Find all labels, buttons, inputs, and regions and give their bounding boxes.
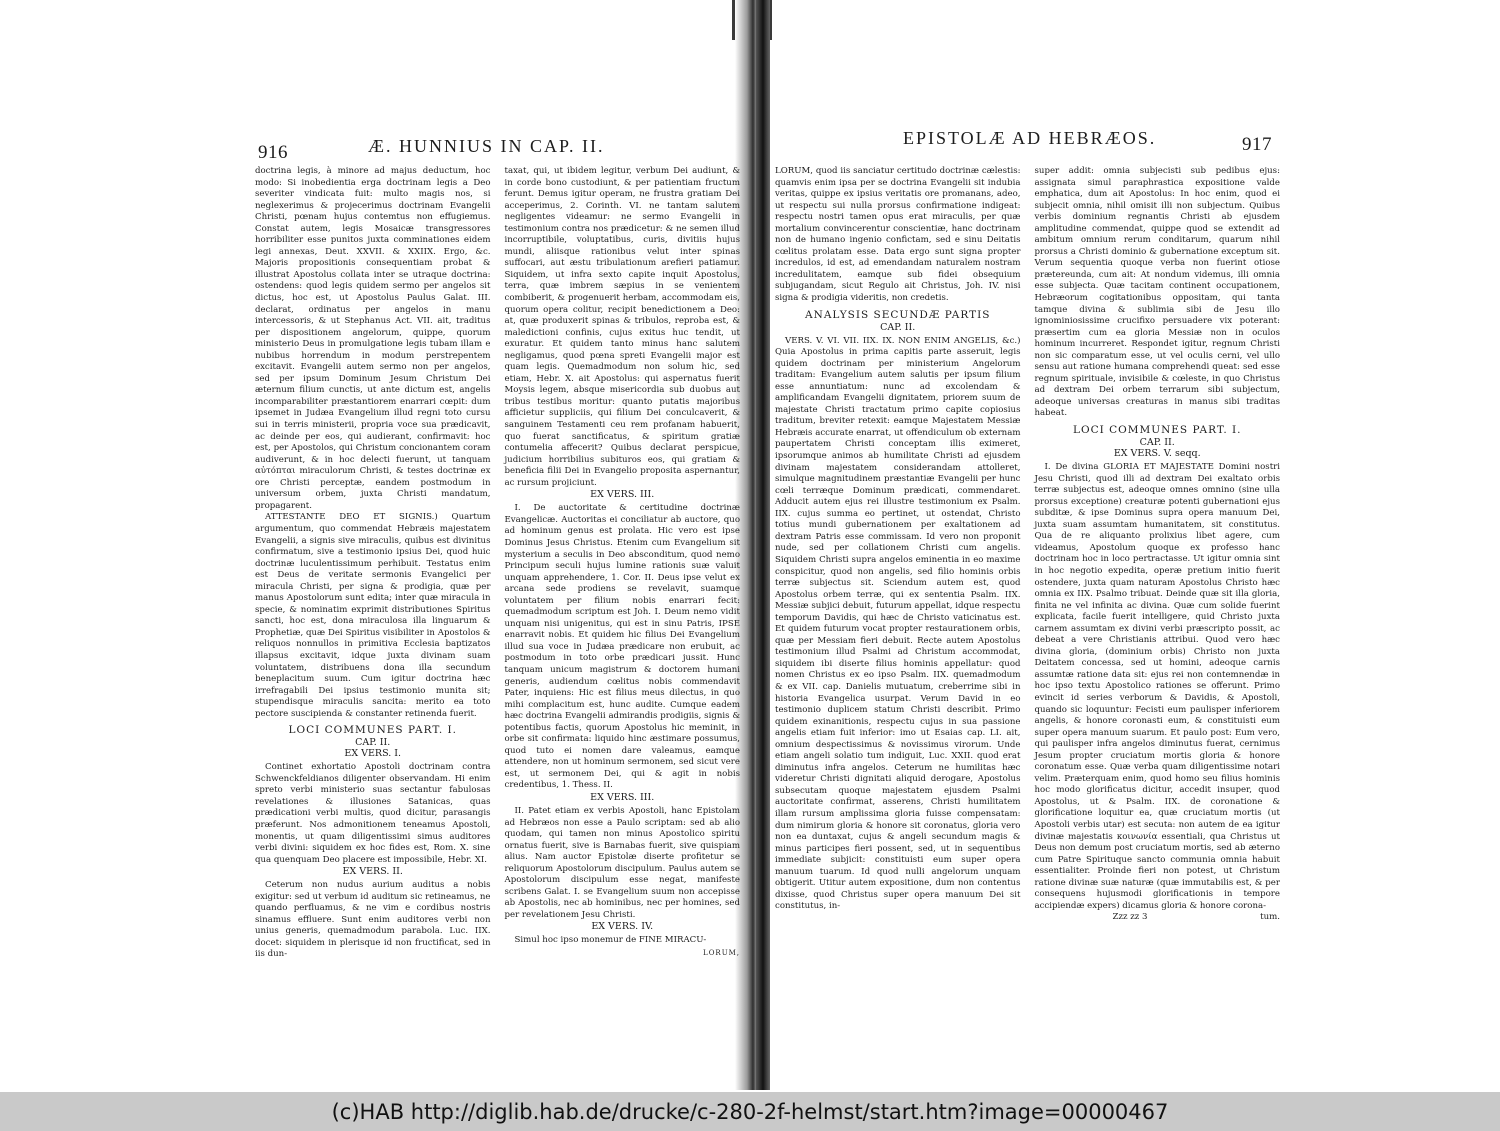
- paragraph: doctrina legis, à minore ad majus deductum, hoc modo: Si inobedientia erga doctrinam legis a Deo severiter vindicata fuit: multo magis nos, si neglexerimus & projecerimus doctrinam Evangelii Christi, pœnam hujus contemtus non effugiemus. Constat autem, legis Mosaicæ transgressores horribiliter esse punitos juxta comminationes eidem legi annexas, Deut. XXVII. & XXIIX. Ergo, &c. Majoris propositionis consequentiam probat & illustrat Apostolus collata inter se utraque doctrina: ostendens: quod legis quidem sermo per angelos sit dictus, hoc est, ut Apostolus Paulus Galat. III. declarat, ordinatus per angelos in manu intercessoris, & ut Stephanus Act. VII. ait, traditus per dispositionem angelorum, quippe, quorum ministerio Deus in promulgatione legis tubam illam e nubibus horrendum in modum perstrepentem excitavit. Evangelii autem sermo non per angelos, sed per ipsum Dominum Jesum Christum Dei æternum filium cunctis, ut ante dictum est, angelis incomparabiliter præstantiorem enarrari cœpit: dum ipsemet in Judæa Evangelium illud regni toto cursu sui in terris ministerii, propria voce sua prædicavit, ac deinde per eos, qui audierant, confirmavit: hoc est, per Apostolos, qui Christum concionantem coram audiverunt, & in hoc delecti fuerunt, ut tanquam αὐτόπται miraculorum Christi, & testes doctrinæ ex ore Christi perceptæ, eandem postmodum in universum orbem, juxta Christi mandatum, propagarent.: [255, 166, 491, 511]
- paragraph: LORUM, quod iis sanciatur certitudo doctrinæ cælestis: quamvis enim ipsa per se doctrina Evangelii sit indubia veritas, quippe ex ipsius veritatis ore promanans, adeo, ut respectu sui nulla prorsus confirmatione indigeat: respectu nostri tamen opus erat miraculis, per quæ mortalium convincerentur conscientiæ, hanc doctrinam non de humano ingenio confictam, sed e sinu Deitatis cœlitus prolatam esse. Data ergo sunt signa propter incredulos, id est, ad emendandam naturalem nostram incredulitatem, eamque sub fidei obsequium subjugandam, sicut Regulo ait Christus, Joh. IV. nisi signa & prodigia videritis, non credetis.: [775, 166, 1021, 304]
- source-url: (c)HAB http://diglib.hab.de/drucke/c-280-2f-helmst/start.htm?image=00000467: [331, 1100, 1169, 1124]
- left-page: [255, 128, 740, 978]
- paragraph: II. Patet etiam ex verbis Apostoli, hanc Epistolam ad Hebræos non esse a Paulo scriptam: sed ab alio quodam, qui tamen non minus Apostolico spiritu ornatus fuerit, sive is Barnabas fuerit, sive quispiam alius. Nam auctor Epistolæ diserte profitetur se reliquorum Apostolorum discipulum. Paulus autem se Apostolorum discipulum esse negat, manifeste scribens Galat. I. se Evangelium suum non accepisse ab Apostolis, nec ab hominibus, nec per homines, sed per revelationem Jesu Christi.: [504, 805, 740, 920]
- left-page-columns: [255, 166, 740, 961]
- section-heading: ANALYSIS SECUNDÆ PARTIS: [805, 308, 991, 321]
- right-page: [775, 128, 1280, 978]
- left-page-header: [255, 128, 740, 164]
- paragraph: Ceterum non nudus aurium auditus a nobis exigitur: sed ut verbum id auditum sic retineamus, ne quando perfluamus, & ne vim e cordibus nostris sinamus effluere. Sunt enim auditores verbi non unius generis, quemadmodum parabola. Luc. IIX. docet: siquidem in plerisque id non fructificat, sed in iis dun-: [255, 880, 491, 960]
- right-page-columns: [775, 166, 1280, 923]
- source-footer: [0, 1092, 1500, 1131]
- running-title: EPISTOLÆ AD HEBRÆOS.: [903, 128, 1157, 148]
- column-1: [255, 166, 491, 961]
- paragraph: super addit: omnia subjecisti sub pedibus ejus: assignata simul paraphrastica expositione valde emphatica, dum ait Apostolus: In hoc enim, quod ei subjecit omnia, nihil omisit illi non subjectum. Quibus verbis dominium regnantis Christi ab ejusdem amplitudine commendat, quippe quod se extendit ad ambitum omnium rerum conditarum, quarum nihil prorsus a Christi dominio & gubernatione exceptum sit. Verum sequentia quoque verba non fuerint otiose prætereunda, cum ait: At nondum videmus, illi omnia esse subjecta. Quæ tacitam continent occupationem, Hebræorum cogitationibus oppositam, qui tanta tamque divina & sublimia sibi de Jesu illo ignominiosissime crucifixo persuadere vix poterant: præsertim cum ea gloria Messiæ non in oculos hominum incurreret. Respondet igitur, regnum Christi non sic comparatum esse, ut vel oculis cerni, vel ullo sensu aut ratione humana comprehendi queat: sed esse regnum spirituale, invisibile & cœleste, in quo Christus ad dextram Dei orbem terrarum sibi subjectum, adeoque universas creaturas in manus sibi traditas habeat.: [1034, 166, 1280, 419]
- chapter-heading: CAP. II.: [880, 321, 916, 333]
- right-page-header: [775, 128, 1280, 164]
- chapter-heading: CAP. II.: [355, 737, 391, 749]
- paragraph: Continet exhortatio Apostoli doctrinam contra Schwenckfeldianos diligenter observandam. Hi enim spreto verbi ministerio suas sectantur fabulosas revelationes & illusiones Satanicas, quas prædicationi verbi multis, quod dicitur, parasangis præferunt. Nos admonitionem teneamus Apostoli, monentis, ut quam diligentissimi simus auditores verbi divini: siquidem ex hoc fides est, Rom. X. sine qua quenquam Deo placere est impossibile, Hebr. XI.: [255, 762, 491, 865]
- paragraph: I. De divina GLORIA ET MAJESTATE Domini nostri Jesu Christi, quod illi ad dextram Dei exaltato orbis terræ subjectus est, adeoque omnes omnino (sine ulla prorsus exceptione) creaturæ potenti gubernationi ejus subditæ, & ipse Dominus supra opera manuum Dei, juxta suam assumtam humanitatem, sit constitutus. Qua de re aliquanto prolixius libet agere, cum videamus, Apostolum quoque ex professo hanc doctrinam hoc in loco pertractasse. Ut igitur omnia sint in hoc negotio expedita, operæ pretium initio fuerit ostendere, juxta quam naturam Apostolus Christo hæc omnia ex IIX. Psalmo tribuat. Deinde quæ sit illa gloria, finita ne vel infinita ac divina. Quæ cum solide fuerint explicata, facile fuerit intelligere, quid Christo juxta carnem assumtam ex divini verbi præscripto possit, ac debeat a vere Christianis attribui. Quod vero hæc divina gloria, (dominium orbis) Christo non juxta Deitatem concessa, sed ut homini, adeoque carnis assumtæ ratione data sit: ejus rei non contemnendæ in hoc ipso textu Apostolico rationes se offerunt. Primo evincit id series verborum & Davidis, & Apostoli, quando sic loquuntur: Fecisti eum paulisper inferiorem angelis, & honore coronasti eum, & constituisti eum super opera manuum suarum. Et paulo post: Eum vero, qui paulisper infra angelos diminutus fuerat, cernimus Jesum propter cruciatum mortis gloria & honore coronatum esse. Quæ verba quam diligentissime notari velim. Præterquam enim, quod homo seu filius hominis hoc modo glorificatus dicitur, accedit insuper, quod Apostolus, ut & Psalm. IIX. de coronatione & glorificatione loquitur ea, quæ cruciatum mortis (ut Apostoli verbis utar) est secuta: non autem de ea igitur divinæ majestatis κοινωνία essentiali, qua Christus ut Deus non demum post cruciatum mortis, sed ab æterno cum Patre Spirituque sancto communia omnia habuit essentialiter. Proinde fieri non potest, ut Christum ratione divinæ suæ naturæ (quæ immutabilis est, & per consequens hujusmodi glorificationis in tempore accipiendæ expers) dicamus gloria & honore corona-: [1034, 462, 1280, 911]
- paragraph: VERS. V. VI. VII. IIX. IX. NON ENIM ANGELIS, &c.) Quia Apostolus in prima capitis parte asseruit, legis quidem doctrinam per ministerium Angelorum traditam: Evangelium autem salutis per ipsum filium esse annuntiatum: nunc ad excolendam & amplificandam Evangelii dignitatem, priorem suum de majestate Christi tractatum primo capite copiosius traditum, breviter retexit: eamque Majestatem Messiæ Hebræis accurate enarrat, ut offendiculum ob externam paupertatem Christi conceptam illis eximeret, ipsorumque animos ab humilitate Christi ad ejusdem divinam majestatem considerandam attolleret, simulque magnitudinem præstantiæ Evangelii per hunc cœli terræque Dominum prædicati, commendaret. Adducit autem ejus rei illustre testimonium ex Psalm. IIX. cujus summa eo pertinet, ut ostendat, Christo totius mundi gubernationem per exaltationem ad dextram Patris esse commissam. Id vero non proponit nude, sed per collationem Christi cum angelis. Siquidem Christi supra angelos eminentia in eo maxime conspicitur, quod non angelis, sed filio hominis orbis terræ subjectus sit. Sciendum autem est, quod Apostolus orbem terræ, qui ex sententia Psalm. IIX. Messiæ subjici debuit, futurum appellat, idque respectu temporum Davidis, qui hæc de Christo vaticinatus est. Et quidem futurum vocat propter restaurationem orbis, quæ per Messiam fieri debuit. Recte autem Apostolus testimonium illud Psalmi ad Christum accommodat, siquidem ibi diserte filius hominis appellatur: quod nomen Christus ex eo ipso Psalm. IIX. quemadmodum & ex VII. cap. Danielis mutuatum, creberrime sibi in historia Evangelica usurpat. Verum David in eo testimonio duplicem statum Christi describit. Primo quidem exinanitionis, respectu cujus in sua passione angelis etiam fuit inferior: imo ut Esaias cap. LI. ait, omnium despectissimus & novissimus virorum. Unde etiam angeli solatio tum indiguit, Luc. XXII. quod erat diminutus infra angelos. Ceterum ne humilitas hæc videretur Christi dignitati aliquid derogare, Apostolus subsecutam quoque majestatem ejusdem Psalmi auctoritate confirmat, asserens, Christi humilitatem illam rursum amplissima gloria fuisse compensatam: dum nimirum gloria & honore sit coronatus, gloria vero non ea duntaxat, cujus & angeli secundum magis & minus participes fieri possent, sed, ut in sequentibus immediate subjicit: constituisti eum super opera manuum tuarum. Id quod nulli angelorum unquam obtigerit. Utitur autem expositione, dum non contentus dixisse, quod Christus super opera manuum Dei sit constitutus, in-: [775, 335, 1021, 912]
- paragraph: ATTESTANTE DEO ET SIGNIS.) Quartum argumentum, quo commendat Hebræis majestatem Evangelii, a signis sive miraculis, quibus est divinitus confirmatum, sive a testimonio ipsius Dei, quod huic doctrinæ luculentissimum perhibuit. Testatus enim est Deus de veritate sermonis Evangelici per miracula Christi, per signa & prodigia, quæ per manus Apostolorum sunt edita; inter quæ miracula in specie, & nominatim exprimit distributiones Spiritus sancti, hoc est, dona miraculosa illa linguarum & Prophetiæ, quæ Dei Spiritus visibiliter in Apostolos & reliquos nonnullos in primitiva Ecclesia baptizatos illapsus excitavit, idque juxta divinam suam voluntatem, distribuens dona illa secundum beneplacitum suum. Cum igitur doctrina hæc irrefragabili Dei ipsius testimonio munita sit; stupendisque miraculis sancita: merito ea toto pectore suscipienda & constanter retinenda fuerit.: [255, 512, 491, 719]
- running-title: Æ. HUNNIUS IN CAP. II.: [368, 136, 605, 156]
- verse-heading: EX VERS. II.: [342, 866, 403, 878]
- paragraph: taxat, qui, ut ibidem legitur, verbum Dei audiunt, & in corde bono custodiunt, & per patientiam fructum ferunt. Demus igitur operam, ne frustra gratiam Dei acceperimus, 2. Corinth. VI. ne tantam salutem negligentes videamur: ne sermo Evangelii in testimonium contra nos prædicetur: & ne semen illud incorruptibile, voluptatibus, curis, divitiis hujus mundi, aliisque rationibus velut inter spinas suffocari, aut æstu tribulationum arefieri patiamur. Siquidem, ut infra sexto capite inquit Apostolus, terra, quæ imbrem sæpius in se venientem combiberit, & progenuerit herbam, accommodam eis, quorum opera colitur, recipit benedictionem a Deo: at, quæ produxerit spinas & tribulos, reproba est, & maledictioni confinis, cujus exitus huc tendit, ut exuratur. Et quidem tanto minus hanc salutem negligamus, quod pœna spreti Evangelii major est quam legis. Quemadmodum non solum hic, sed etiam, Hebr. X. ait Apostolus: qui aspernatus fuerit Moysis legem, absque misericordia sub duobus aut tribus testibus moritur: quanto putatis majoribus afficietur suppliciis, qui filium Dei conculcaverit, & sanguinem Testamenti ceu rem profanam habuerit, quo fuerat sanctificatus, & spiritum gratiæ contumelia affecerit? Quibus declarat perspicue, judicium horribilius subituros eos, qui gratiam & beneficia filii Dei in Evangelio proposita aspernantur, ac rursum projiciunt.: [504, 166, 740, 488]
- page-number: 917: [1242, 134, 1272, 155]
- verse-heading: EX VERS. I.: [344, 748, 402, 760]
- column-2: [1035, 166, 1281, 923]
- column-1: [775, 166, 1021, 923]
- verse-heading: EX VERS. IV.: [591, 921, 654, 933]
- paragraph: Simul hoc ipso monemur de FINE MIRACU-: [514, 935, 707, 946]
- verse-heading: EX VERS. V. seqq.: [1113, 448, 1201, 460]
- section-heading: LOCI COMMUNES PART. I.: [288, 724, 457, 737]
- signature-mark: Zzz zz 3: [1112, 912, 1148, 923]
- column-2: [505, 166, 741, 961]
- section-heading: LOCI COMMUNES PART. I.: [1072, 424, 1242, 437]
- signature-line: [1035, 912, 1281, 923]
- verse-heading: EX VERS. III.: [590, 489, 655, 501]
- verse-heading: EX VERS. III.: [590, 791, 655, 803]
- catchword: LORUM,: [703, 949, 740, 957]
- page-number: 916: [258, 142, 288, 163]
- paragraph: I. De auctoritate & certitudine doctrinæ Evangelicæ. Auctoritas ei conciliatur ab auctore, quo ad hominum genus est prolata. Hic vero est ipse Dominus Jesus Christus. Etenim cum Evangelium sit mysterium a seculis in Deo absconditum, quod nemo Principum seculi hujus lumine rationis suæ valuit unquam apprehendere, 1. Cor. II. Deus ipse velut ex arcana sede prodiens se revelavit, suamque voluntatem per filium nobis enarrari fecit: quemadmodum scriptum est Joh. I. Deum nemo vidit unquam nisi unigenitus, qui est in sinu Patris, IPSE enarravit nobis. Et quidem hic filius Dei Evangelium illud sua voce in Judæa prædicare non erubuit, ac postmodum in toto orbe prædicari jussit. Hunc tanquam unicum magistrum & doctorem humani generis, audiendum cœlitus nobis commendavit Pater, inquiens: Hic est filius meus dilectus, in quo mihi complacitum est, hunc audite. Cumque eadem hæc doctrina Evangelii admirandis prodigiis, signis & potentibus factis, quorum Apostolus hic meminit, in orbe sit confirmata: liquido hinc æstimare possumus, quod tuto ei nomen dare valeamus, eamque attendere, non ut hominum sermonem, sed sicut vere est, ut sermonem Dei, qui & agit in nobis credentibus, 1. Thess. II.: [504, 503, 740, 791]
- chapter-heading: CAP. II.: [1139, 437, 1175, 449]
- book-spine: [756, 0, 770, 1090]
- catchword: tum.: [1260, 912, 1280, 923]
